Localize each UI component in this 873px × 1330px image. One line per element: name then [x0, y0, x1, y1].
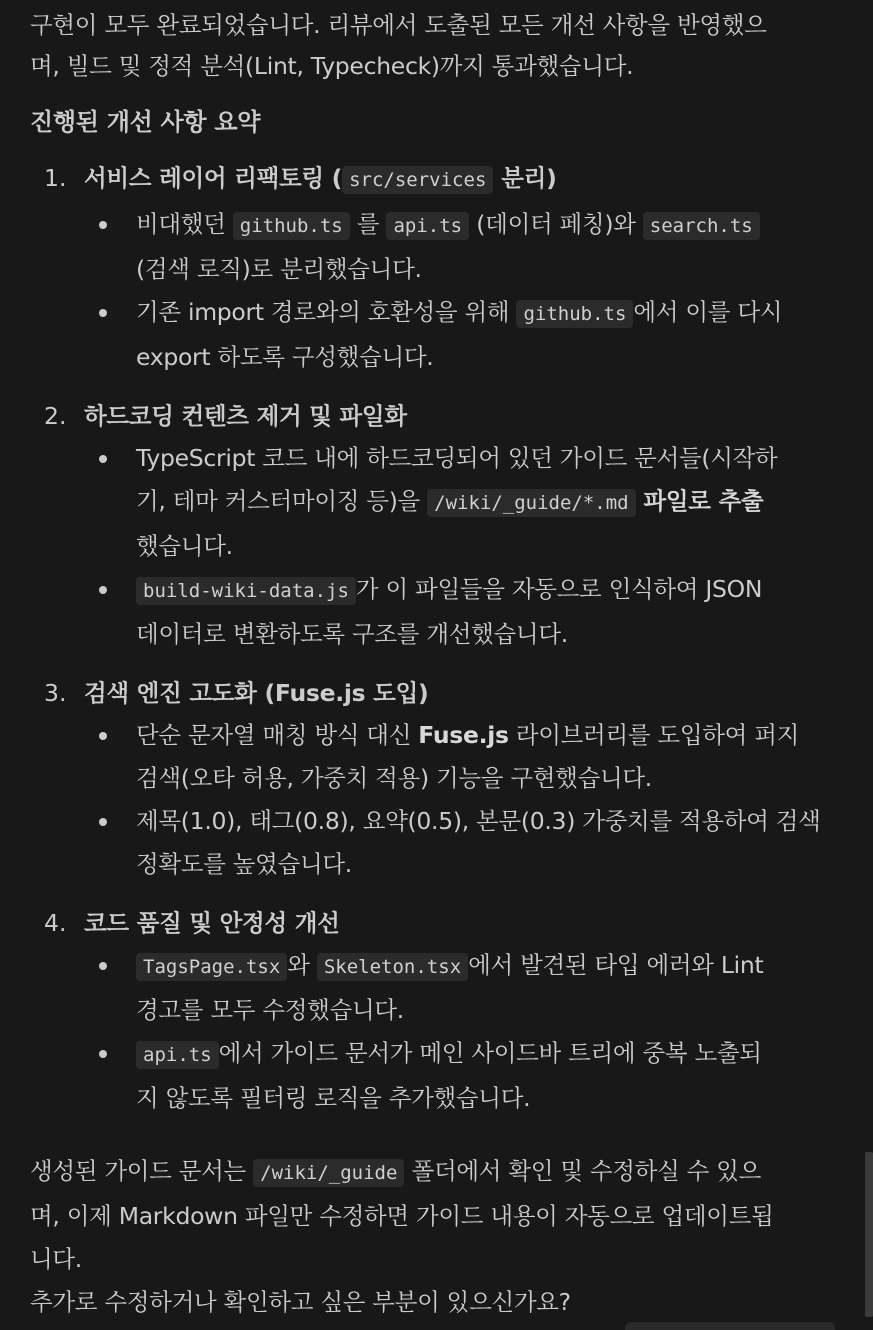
section-hardcoded-content	[30, 399, 842, 656]
section-number: 1.	[44, 164, 67, 192]
list-item: 제목(1.0), 태그(0.8), 요약(0.5), 본문(0.3) 가중치를 적용하여 검색 정확도를 높였습니다.	[84, 800, 842, 886]
follow-up-question: 추가로 수정하거나 확인하고 싶은 부분이 있으신가요?	[30, 1288, 571, 1316]
list-item: 기존 import 경로와의 호환성을 위해 github.ts 에서 이를 다시 export 하도록 구성했습니다.	[84, 291, 842, 379]
inline-code: search.ts	[643, 212, 760, 240]
section-number: 3.	[44, 679, 67, 707]
bullet-icon	[99, 818, 107, 826]
inline-code: build-wiki-data.js	[136, 577, 356, 605]
bullet-icon	[99, 1050, 107, 1058]
section-title: 검색 엔진 고도화 (Fuse.js 도입)	[84, 679, 429, 707]
inline-code: github.ts	[516, 300, 633, 328]
section-number: 4.	[44, 909, 67, 937]
section-code-quality	[30, 906, 842, 1120]
outro-paragraph: 생성된 가이드 문서는 /wiki/_guide 폴더에서 확인 및 수정하실 수 있으 며, 이제 Markdown 파일만 수정하면 가이드 내용이 자동으로 업데이트됩 니다. 추가로 수정하거나 확인하고 싶은 부분이 있으신가요?	[30, 1157, 774, 1316]
inline-code: /wiki/_guide	[253, 1159, 404, 1187]
chat-message	[30, 0, 842, 1324]
section-items	[84, 203, 842, 379]
inline-code: Skeleton.tsx	[317, 953, 468, 981]
list-item: build-wiki-data.js 가 이 파일들을 자동으로 인식하여 JSON 데이터로 변환하도록 구조를 개선했습니다.	[84, 568, 842, 656]
intro-line-1: 구현이 모두 완료되었습니다. 리뷰에서 도출된 모든 개선 사항을 반영했으	[30, 11, 767, 39]
section-title: 코드 품질 및 안정성 개선	[84, 909, 340, 937]
bullet-icon	[99, 962, 107, 970]
inline-code: /wiki/_guide/*.md	[427, 489, 635, 517]
section-service-layer	[30, 161, 842, 379]
inline-code: src/services	[342, 166, 493, 194]
inline-code: TagsPage.tsx	[136, 953, 287, 981]
improvement-list	[30, 161, 842, 1120]
bullet-icon	[99, 309, 107, 317]
list-item: api.ts 에서 가이드 문서가 메인 사이드바 트리에 중복 노출되 지 않도록 필터링 로직을 추가했습니다.	[84, 1032, 842, 1120]
section-title: 하드코딩 컨텐츠 제거 및 파일화	[84, 402, 407, 430]
section-title: 서비스 레이어 리팩토링 ( src/services 분리)	[84, 164, 557, 192]
summary-heading: 진행된 개선 사항 요약	[30, 108, 261, 136]
section-items	[84, 714, 842, 886]
bullet-icon	[99, 586, 107, 594]
list-item: TagsPage.tsx 와 Skeleton.tsx 에서 발견된 타입 에러와 Lint 경고를 모두 수정했습니다.	[84, 944, 842, 1032]
inline-code: github.ts	[233, 212, 350, 240]
bullet-icon	[99, 221, 107, 229]
section-search-engine	[30, 676, 842, 886]
bullet-icon	[99, 455, 107, 463]
intro-paragraph	[30, 5, 842, 87]
section-number: 2.	[44, 402, 67, 430]
intro-line-2: 며, 빌드 및 정적 분석(Lint, Typecheck)까지 통과했습니다.	[30, 52, 634, 80]
section-items	[84, 944, 842, 1120]
list-item: 단순 문자열 매칭 방식 대신 Fuse.js 라이브러리를 도입하여 퍼지 검색(오타 허용, 가중치 적용) 기능을 구현했습니다.	[84, 714, 842, 800]
bullet-icon	[99, 732, 107, 740]
inline-code: api.ts	[136, 1041, 219, 1069]
scrollbar-thumb[interactable]	[865, 1152, 873, 1317]
section-items	[84, 437, 842, 656]
list-item: 비대했던 github.ts 를 api.ts (데이터 페칭)와 search.ts (검색 로직)로 분리했습니다.	[84, 203, 842, 291]
inline-code: api.ts	[386, 212, 469, 240]
input-area-edge	[625, 1322, 835, 1330]
list-item: TypeScript 코드 내에 하드코딩되어 있던 가이드 문서들(시작하 기, 테마 커스터마이징 등)을 /wiki/_guide/*.md 파일로 추출 했습니다.	[84, 437, 842, 568]
